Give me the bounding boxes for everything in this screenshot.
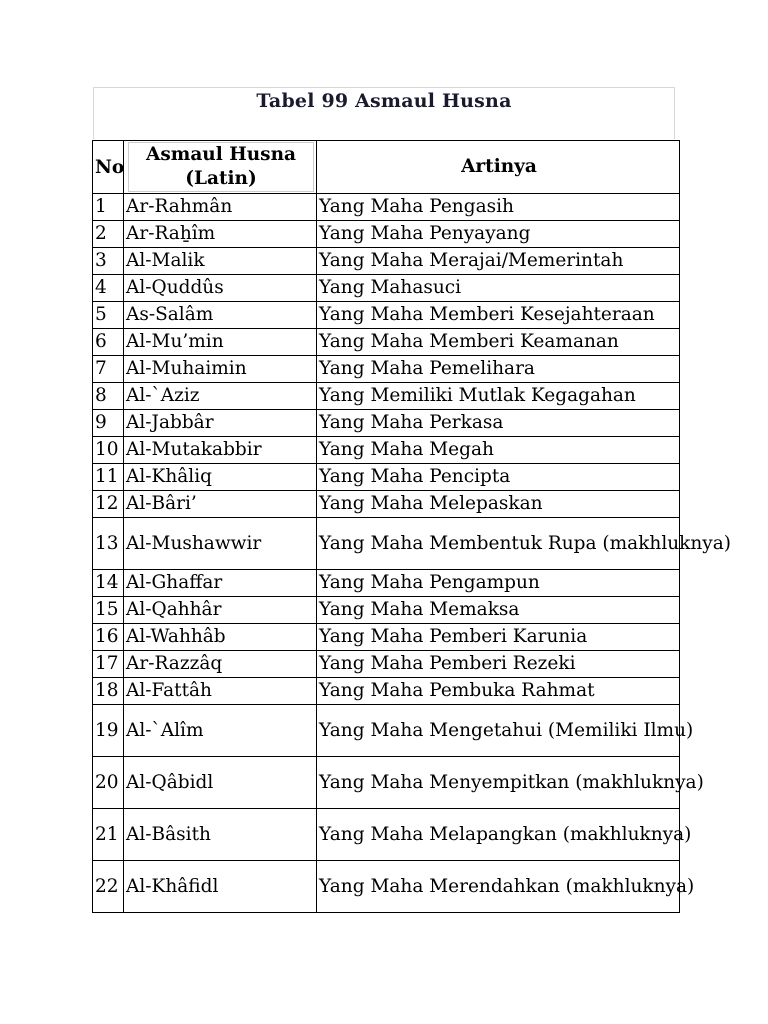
header-no-label: No	[95, 156, 125, 178]
row-name-latin: Al-Mutakabbir	[124, 437, 317, 464]
table-row	[93, 410, 680, 437]
table-body	[93, 194, 731, 913]
table-row	[93, 570, 680, 597]
table-row	[93, 678, 680, 705]
table-title: Tabel 99 Asmaul Husna	[256, 90, 512, 112]
row-name-latin: Ar-Razzâq	[124, 651, 317, 678]
row-name-latin: Al-Bâsith	[124, 809, 317, 861]
row-number: 18	[93, 678, 124, 705]
row-meaning: Yang Maha Pengampun	[317, 570, 680, 597]
row-name-latin: Al-`Aziz	[124, 383, 317, 410]
row-number: 1	[93, 194, 124, 221]
row-meaning: Yang Maha Memberi Kesejahteraan	[317, 302, 680, 329]
row-meaning: Yang Maha Merendahkan (makhluknya)	[317, 861, 680, 913]
table-row	[93, 491, 680, 518]
row-number: 14	[93, 570, 124, 597]
row-number: 20	[93, 757, 124, 809]
row-number: 12	[93, 491, 124, 518]
row-name-latin: Ar-Raẖîm	[124, 221, 317, 248]
table-header-row	[93, 141, 680, 194]
row-name-latin: Al-Jabbâr	[124, 410, 317, 437]
table-row	[93, 275, 680, 302]
table-row	[93, 302, 680, 329]
row-meaning: Yang Maha Perkasa	[317, 410, 680, 437]
row-name-latin: Al-Mu’min	[124, 329, 317, 356]
row-number: 2	[93, 221, 124, 248]
row-number: 21	[93, 809, 124, 861]
row-number: 16	[93, 624, 124, 651]
table-row	[93, 248, 680, 275]
row-number: 5	[93, 302, 124, 329]
row-name-latin: Al-Quddûs	[124, 275, 317, 302]
header-latin	[124, 141, 317, 194]
row-number: 4	[93, 275, 124, 302]
row-meaning: Yang Maha Megah	[317, 437, 680, 464]
row-number: 8	[93, 383, 124, 410]
row-meaning: Yang Maha Melapangkan (makhluknya)	[317, 809, 680, 861]
row-number: 19	[93, 705, 124, 757]
row-meaning: Yang Maha Pencipta	[317, 464, 680, 491]
row-name-latin: Al-`Alîm	[124, 705, 317, 757]
row-name-latin: Al-Khâfidl	[124, 861, 317, 913]
row-name-latin: Al-Bâri’	[124, 491, 317, 518]
row-name-latin: Al-Ghaffar	[124, 570, 317, 597]
row-name-latin: As-Salâm	[124, 302, 317, 329]
row-name-latin: Ar-Rahmân	[124, 194, 317, 221]
header-latin-label: Asmaul Husna (Latin)	[128, 142, 314, 192]
row-number: 11	[93, 464, 124, 491]
row-meaning: Yang Maha Memberi Keamanan	[317, 329, 680, 356]
row-name-latin: Al-Khâliq	[124, 464, 317, 491]
table-row	[93, 624, 680, 651]
table-row	[93, 194, 680, 221]
table-row	[93, 356, 680, 383]
row-meaning: Yang Maha Mengetahui (Memiliki Ilmu)	[317, 705, 680, 757]
row-meaning: Yang Mahasuci	[317, 275, 680, 302]
row-meaning: Yang Maha Membentuk Rupa (makhluknya)	[317, 518, 680, 570]
table-row	[93, 809, 680, 861]
row-name-latin: Al-Mushawwir	[124, 518, 317, 570]
asmaul-husna-table	[92, 140, 731, 913]
row-number: 15	[93, 597, 124, 624]
row-number: 22	[93, 861, 124, 913]
row-name-latin: Al-Qâbidl	[124, 757, 317, 809]
table-row	[93, 437, 680, 464]
row-name-latin: Al-Wahhâb	[124, 624, 317, 651]
row-meaning: Yang Maha Pengasih	[317, 194, 680, 221]
row-number: 13	[93, 518, 124, 570]
table-row	[93, 221, 680, 248]
table-row	[93, 464, 680, 491]
title-box	[93, 87, 675, 139]
row-meaning: Yang Maha Pembuka Rahmat	[317, 678, 680, 705]
row-meaning: Yang Maha Penyayang	[317, 221, 680, 248]
row-name-latin: Al-Malik	[124, 248, 317, 275]
row-meaning: Yang Maha Melepaskan	[317, 491, 680, 518]
header-artinya	[317, 141, 680, 194]
table-row	[93, 329, 680, 356]
row-meaning: Yang Maha Memaksa	[317, 597, 680, 624]
row-name-latin: Al-Qahhâr	[124, 597, 317, 624]
row-number: 6	[93, 329, 124, 356]
table-row	[93, 518, 680, 570]
row-meaning: Yang Maha Merajai/Memerintah	[317, 248, 680, 275]
row-meaning: Yang Maha Menyempitkan (makhluknya)	[317, 757, 680, 809]
row-meaning: Yang Memiliki Mutlak Kegagahan	[317, 383, 680, 410]
table-row	[93, 861, 680, 913]
table-row	[93, 651, 680, 678]
row-number: 9	[93, 410, 124, 437]
header-artinya-label: Artinya	[461, 156, 537, 177]
table-row	[93, 597, 680, 624]
table-row	[93, 383, 680, 410]
row-name-latin: Al-Fattâh	[124, 678, 317, 705]
row-meaning: Yang Maha Pemelihara	[317, 356, 680, 383]
row-number: 17	[93, 651, 124, 678]
row-meaning: Yang Maha Pemberi Rezeki	[317, 651, 680, 678]
row-name-latin: Al-Muhaimin	[124, 356, 317, 383]
row-number: 3	[93, 248, 124, 275]
table-row	[93, 757, 680, 809]
table-row	[93, 705, 680, 757]
row-number: 7	[93, 356, 124, 383]
row-number: 10	[93, 437, 124, 464]
header-no	[93, 141, 124, 194]
row-meaning: Yang Maha Pemberi Karunia	[317, 624, 680, 651]
